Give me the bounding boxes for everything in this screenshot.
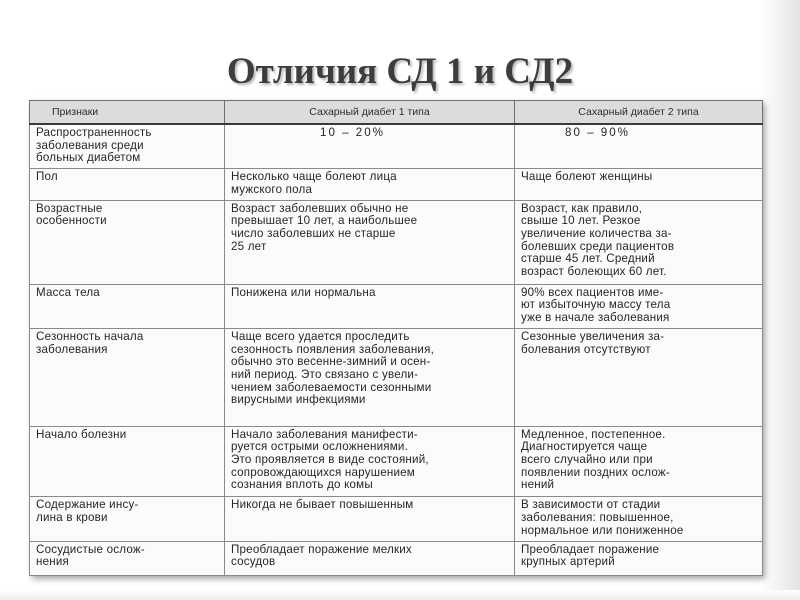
slide-title: Отличия СД 1 и СД2	[226, 51, 574, 92]
cell-type1: 10 – 20%	[225, 124, 515, 169]
cell-type1: Начало заболевания манифести- руется острыми осложнениями. Это проявляется в виде состояний, сопровождающихся нарушением сознания вплоть до комы	[225, 426, 515, 497]
table-row	[30, 284, 763, 328]
table-row	[30, 169, 763, 200]
table-row	[30, 497, 763, 541]
comparison-table-panel	[29, 100, 762, 576]
cell-sign: Содержание инсу- лина в крови	[30, 497, 225, 541]
cell-sign: Начало болезни	[30, 426, 225, 497]
cell-type1: Никогда не бывает повышенным	[225, 497, 515, 541]
header-signs: Признаки	[30, 101, 225, 125]
table-row	[30, 329, 763, 427]
cell-type2: Преобладает поражение крупных артерий	[515, 541, 763, 575]
cell-sign: Сосудистые ослож- нения	[30, 541, 225, 575]
cell-type1: Несколько чаще болеют лица мужского пола	[225, 169, 515, 200]
diabetes-comparison-table	[29, 100, 763, 576]
table-row	[30, 541, 763, 575]
cell-type1: Понижена или нормальна	[225, 284, 515, 328]
table-row	[30, 426, 763, 497]
cell-type2: Возраст, как правило, свыше 10 лет. Резкое увеличение количества за- болевших среди пациентов старше 45 лет. Средний возраст болеющих 60 лет.	[515, 200, 763, 284]
cell-type2: Медленное, постепенное. Диагностируется чаще всего случайно или при появлении поздних ослож- нений	[515, 426, 763, 497]
table-row	[30, 124, 763, 169]
cell-type2: 80 – 90%	[515, 124, 763, 169]
cell-type1: Чаще всего удается проследить сезонность появления заболевания, обычно это весенне-зимний и осен- ний период. Это связано с увели- чением заболеваемости сезонными вирусными инфекциями	[225, 329, 515, 427]
table-row	[30, 200, 763, 284]
cell-type2: Чаще болеют женщины	[515, 169, 763, 200]
cell-type2: Сезонные увеличения за- болевания отсутствуют	[515, 329, 763, 427]
cell-sign: Масса тела	[30, 284, 225, 328]
cell-sign: Сезонность начала заболевания	[30, 329, 225, 427]
slide-bottom-shadow	[0, 590, 800, 600]
cell-type2: 90% всех пациентов име- ют избыточную массу тела уже в начале заболевания	[515, 284, 763, 328]
cell-sign: Распространенность заболевания среди больных диабетом	[30, 124, 225, 169]
cell-sign: Пол	[30, 169, 225, 200]
cell-type1: Преобладает поражение мелких сосудов	[225, 541, 515, 575]
cell-type1: Возраст заболевших обычно не превышает 10 лет, а наибольшее число заболевших не старше 25 лет	[225, 200, 515, 284]
header-type2: Сахарный диабет 2 типа	[515, 101, 763, 125]
header-type1: Сахарный диабет 1 типа	[225, 101, 515, 125]
table-header-row	[30, 101, 763, 125]
cell-type2: В зависимости от стадии заболевания: повышенное, нормальное или пониженное	[515, 497, 763, 541]
cell-sign: Возрастные особенности	[30, 200, 225, 284]
